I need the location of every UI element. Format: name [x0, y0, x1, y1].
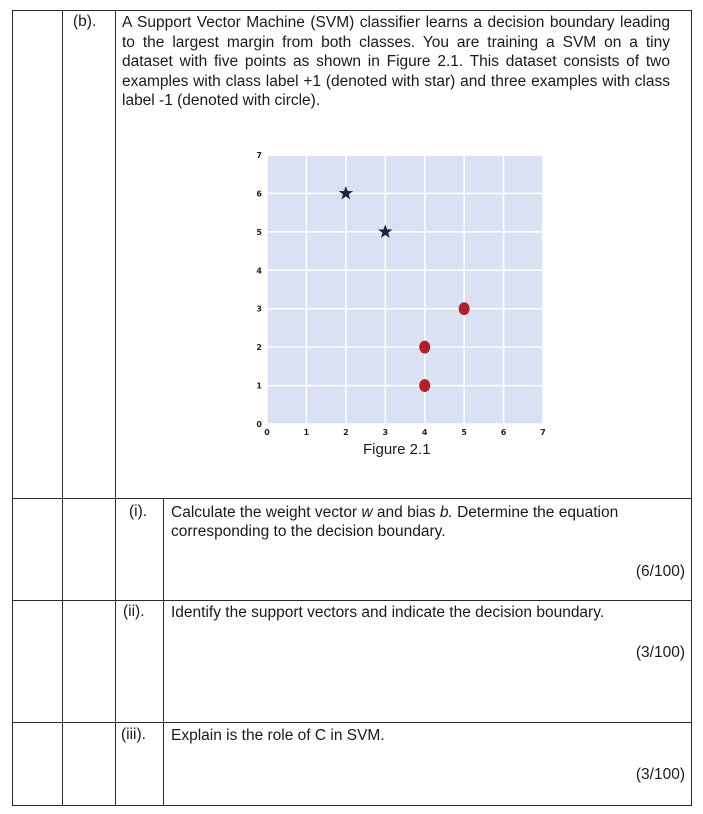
- figure-2-1-chart: [245, 145, 555, 465]
- question-iii-text: Explain is the role of C in SVM.: [171, 727, 385, 744]
- y-tick-label: 1: [256, 381, 262, 391]
- table-bottom-border: [12, 805, 692, 806]
- row-divider-3: [12, 722, 692, 723]
- x-tick-label: 0: [264, 428, 270, 437]
- x-tick-label: 2: [343, 428, 349, 437]
- y-tick-label: 2: [256, 343, 262, 353]
- y-tick-label: 0: [256, 420, 262, 429]
- question-iii-marks: (3/100): [635, 766, 685, 783]
- table-top-border: [12, 10, 692, 11]
- row-divider-1: [12, 498, 692, 499]
- part-b-intro: A Support Vector Machine (SVM) classifier learns a decision boundary leading to the largest margin from both classes. You are training a SVM on a tiny dataset with five points as shown in Figure 2.1. This dataset consists of two examples with class label +1 (denoted with star) and three examples with class label -1 (denoted with circle).: [122, 14, 670, 109]
- question-ii-text: Identify the support vectors and indicate the decision boundary.: [171, 604, 605, 621]
- question-iii-label: (iii).: [121, 726, 146, 743]
- y-tick-label: 5: [256, 227, 262, 237]
- x-tick-label: 1: [303, 428, 310, 437]
- x-tick-label: 5: [461, 428, 467, 437]
- data-point-circle: [419, 379, 430, 392]
- row-divider-2: [12, 600, 692, 601]
- figure-caption: Figure 2.1: [363, 441, 431, 458]
- question-ii-marks: (3/100): [635, 644, 685, 661]
- x-tick-label: 6: [500, 428, 507, 437]
- x-tick-label: 7: [540, 428, 546, 437]
- question-i-text: Calculate the weight vector w and bias b. Determine the equation corresponding to the decision boundary.: [171, 504, 619, 540]
- question-i-marks: (6/100): [635, 563, 685, 580]
- x-tick-label: 4: [421, 428, 428, 437]
- scatter-plot: [245, 145, 555, 465]
- x-tick-label: 3: [382, 428, 389, 437]
- data-point-circle: [459, 302, 470, 315]
- data-point-circle: [419, 341, 430, 354]
- part-b-label: (b).: [73, 13, 97, 30]
- table-right-border: [691, 10, 692, 806]
- y-tick-label: 4: [256, 266, 262, 276]
- plot-background: [267, 155, 543, 424]
- question-ii-label: (ii).: [123, 603, 145, 620]
- table-left-border: [12, 10, 13, 806]
- column-divider-1: [62, 10, 63, 806]
- y-tick-label: 3: [256, 304, 262, 314]
- column-divider-3: [163, 498, 164, 806]
- y-tick-label: 7: [256, 151, 262, 160]
- y-tick-label: 6: [256, 189, 262, 199]
- column-divider-2: [115, 10, 116, 806]
- question-i-label: (i).: [129, 503, 148, 520]
